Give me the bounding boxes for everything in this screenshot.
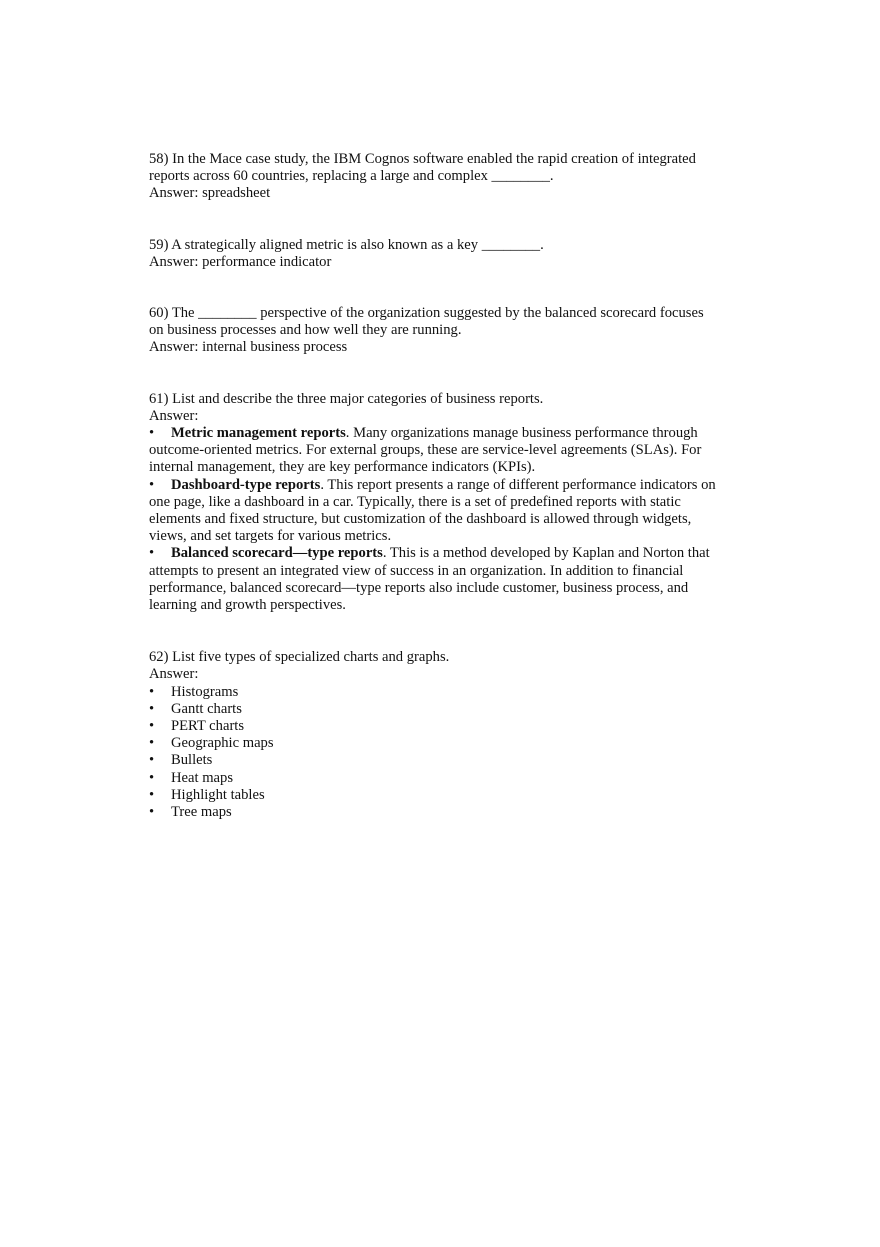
list-item-label: Histograms	[171, 683, 239, 700]
question-text-line: reports across 60 countries, replacing a large and complex ________.	[149, 168, 554, 185]
category-text-line: one page, like a dashboard in a car. Typically, there is a set of predefined reports with static	[149, 493, 681, 510]
category-text: . Many organizations manage business performance through	[345, 425, 698, 442]
category-text: . This is a method developed by Kaplan and Norton that	[382, 545, 710, 562]
list-item	[149, 804, 749, 821]
bullet-marker: •	[149, 700, 155, 717]
chart-type-list	[149, 684, 749, 822]
list-item	[149, 752, 749, 769]
question-text: 62) List five types of specialized charts and graphs.	[149, 649, 450, 666]
category-text-line: outcome-oriented metrics. For external groups, these are service-level agreements (SLAs). For	[149, 442, 702, 459]
category-text-line: views, and set targets for various metrics.	[149, 528, 392, 545]
question-text-line: 59) A strategically aligned metric is also known as a key ________.	[149, 236, 544, 253]
document-page	[149, 151, 749, 821]
answer-text: Answer: internal business process	[149, 339, 348, 356]
bullet-marker: •	[149, 752, 155, 769]
answer-text: Answer: performance indicator	[149, 253, 332, 270]
list-item	[149, 735, 749, 752]
list-item-label: Geographic maps	[171, 735, 274, 752]
list-item-label: Highlight tables	[171, 786, 265, 803]
bullet-marker: •	[149, 786, 155, 803]
bullet-marker: •	[149, 425, 155, 442]
category-term: Balanced scorecard—type reports	[171, 545, 383, 562]
category-text-line: internal management, they are key performance indicators (KPIs).	[149, 459, 536, 476]
question-text-line: 58) In the Mace case study, the IBM Cognos software enabled the rapid creation of integrated	[149, 151, 696, 167]
category-text-line: performance, balanced scorecard—type reports also include customer, business process, and	[149, 579, 689, 596]
question-text-line: 60) The ________ perspective of the organization suggested by the balanced scorecard focuses	[149, 305, 704, 322]
list-item	[149, 787, 749, 804]
category-text-line: learning and growth perspectives.	[149, 597, 346, 614]
category-text-line: elements and fixed structure, but customization of the dashboard is allowed through widgets,	[149, 511, 692, 528]
question-58	[149, 151, 749, 203]
bullet-marker: •	[149, 545, 155, 562]
question-text: 61) List and describe the three major categories of business reports.	[149, 390, 544, 407]
bullet-marker: •	[149, 769, 155, 786]
bullet-marker: •	[149, 476, 155, 493]
list-item	[149, 684, 749, 701]
bullet-marker: •	[149, 735, 155, 752]
list-item-label: PERT charts	[171, 718, 245, 735]
question-59	[149, 237, 749, 271]
category-text-line: attempts to present an integrated view of success in an organization. In addition to financial	[149, 562, 684, 579]
question-text-line: on business processes and how well they are running.	[149, 322, 462, 339]
list-item	[149, 770, 749, 787]
question-61	[149, 391, 749, 615]
category-item	[149, 425, 749, 477]
category-term: Dashboard-type reports	[171, 476, 321, 493]
bullet-marker: •	[149, 718, 155, 735]
list-item-label: Bullets	[171, 752, 213, 769]
question-60	[149, 305, 749, 357]
category-term: Metric management reports	[171, 425, 346, 442]
bullet-marker: •	[149, 683, 155, 700]
list-item-label: Heat maps	[171, 769, 234, 786]
question-62	[149, 649, 749, 821]
list-item-label: Tree maps	[171, 804, 232, 821]
category-item	[149, 545, 749, 614]
answer-label: Answer:	[149, 666, 199, 683]
list-item	[149, 701, 749, 718]
bullet-marker: •	[149, 804, 155, 821]
answer-label: Answer:	[149, 407, 199, 424]
list-item-label: Gantt charts	[171, 700, 242, 717]
category-text: . This report presents a range of different performance indicators on	[320, 476, 716, 493]
list-item	[149, 718, 749, 735]
category-item	[149, 477, 749, 546]
answer-text: Answer: spreadsheet	[149, 185, 271, 202]
